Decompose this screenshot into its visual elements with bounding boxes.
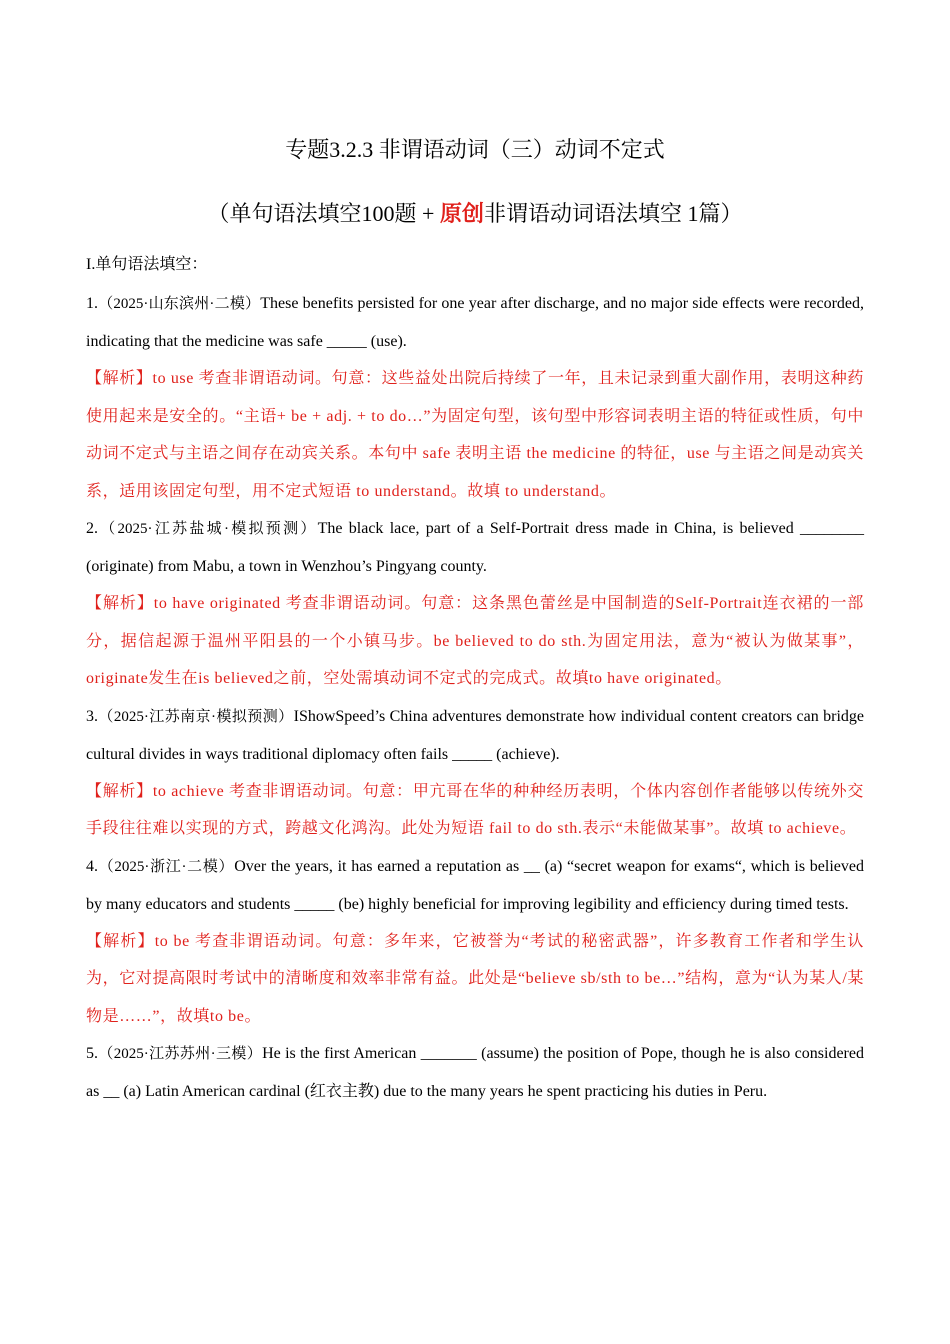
exercise-item-2: [86, 510, 864, 698]
question-number: 4.: [86, 857, 98, 875]
subtitle-text-before: （单句语法填空100题 +: [207, 201, 440, 226]
question-text: [86, 1035, 864, 1110]
question-source: （2025·江苏南京·模拟预测）: [98, 708, 294, 725]
exercise-item-5: [86, 1035, 864, 1110]
exercise-item-4: [86, 848, 864, 1036]
question-body: The black lace, part of a Self-Portrait dress made in China, is believed ________ (originate) from Mabu, a town in Wenzhou’s Pingyang county.: [86, 520, 864, 575]
question-body: These benefits persisted for one year after discharge, and no major side effects were recorded, indicating that the medicine was safe _____ (use).: [86, 295, 864, 350]
question-source: （2025·浙江·二模）: [98, 858, 235, 875]
question-text: [86, 510, 864, 585]
exercise-list: [86, 252, 864, 1110]
question-source: （2025·江苏盐城·模拟预测）: [98, 521, 318, 537]
page-subtitle: [0, 198, 950, 230]
subtitle-text-after: 非谓语动词语法填空 1篇）: [483, 201, 743, 226]
subtitle-highlight: 原创: [439, 201, 484, 226]
exercise-item-3: [86, 698, 864, 848]
question-number: 3.: [86, 707, 98, 725]
question-number: 2.: [86, 520, 98, 537]
answer-analysis: 【解析】to be 考查非谓语动词。句意：多年来，它被誉为“考试的秘密武器”，许多教育工作者和学生认为，它对提高限时考试中的清晰度和效率非常有益。此处是“believe sb/sth to be…”结构，意为“认为某人/某物是……”，故填to be。: [86, 932, 864, 1025]
question-body: IShowSpeed’s China adventures demonstrate how individual content creators can bridge cultural divides in ways traditional diplomacy often fails _____ (achieve).: [86, 707, 865, 763]
exercise-item-1: [86, 285, 864, 510]
question-text: [86, 285, 864, 360]
question-body: Over the years, it has earned a reputation as __ (a) “secret weapon for exams“, which is believed by many educators and students _____ (be) highly beneficial for improving legibility and efficiency during timed tests.: [86, 857, 864, 913]
question-number: 5.: [86, 1045, 98, 1062]
answer-analysis: 【解析】to achieve 考查非谓语动词。句意：甲亢哥在华的种种经历表明，个体内容创作者能够以传统外交手段往往难以实现的方式，跨越文化鸿沟。此处为短语 fail to do sth.表示“未能做某事”。故填 to achieve。: [86, 782, 864, 837]
answer-analysis: 【解析】to have originated 考查非谓语动词。句意：这条黑色蕾丝是中国制造的Self-Portrait连衣裙的一部分，据信起源于温州平阳县的一个小镇马步。be believed to do sth.为固定用法，意为“被认为做某事”，originate发生在is believed之前，空处需填动词不定式的完成式。故填to have originated。: [86, 595, 864, 687]
question-text: [86, 698, 864, 773]
question-body: He is the first American _______ (assume) the position of Pope, though he is also considered as __ (a) Latin American cardinal (红衣主教) due to the many years he spent practicing his duties in Peru.: [86, 1045, 864, 1100]
question-source: （2025·山东滨州·二模）: [98, 296, 261, 312]
question-source: （2025·江苏苏州·三模）: [98, 1046, 263, 1062]
section-heading: I.单句语法填空：: [86, 256, 208, 273]
answer-analysis: 【解析】to use 考查非谓语动词。句意：这些益处出院后持续了一年，且未记录到重大副作用，表明这种药使用起来是安全的。“主语+ be + adj. + to do…”为固定句型，该句型中形容词表明主语的特征或性质，句中动词不定式与主语之间存在动宾关系。本句中 safe 表明主语 the medicine 的特征，use 与主语之间是动宾关系，适用该固定句型，用不定式短语 to understand。故填 to understand。: [86, 370, 864, 500]
page-title: 专题3.2.3 非谓语动词（三）动词不定式: [285, 137, 665, 162]
question-text: [86, 848, 864, 923]
question-number: 1.: [86, 295, 98, 312]
